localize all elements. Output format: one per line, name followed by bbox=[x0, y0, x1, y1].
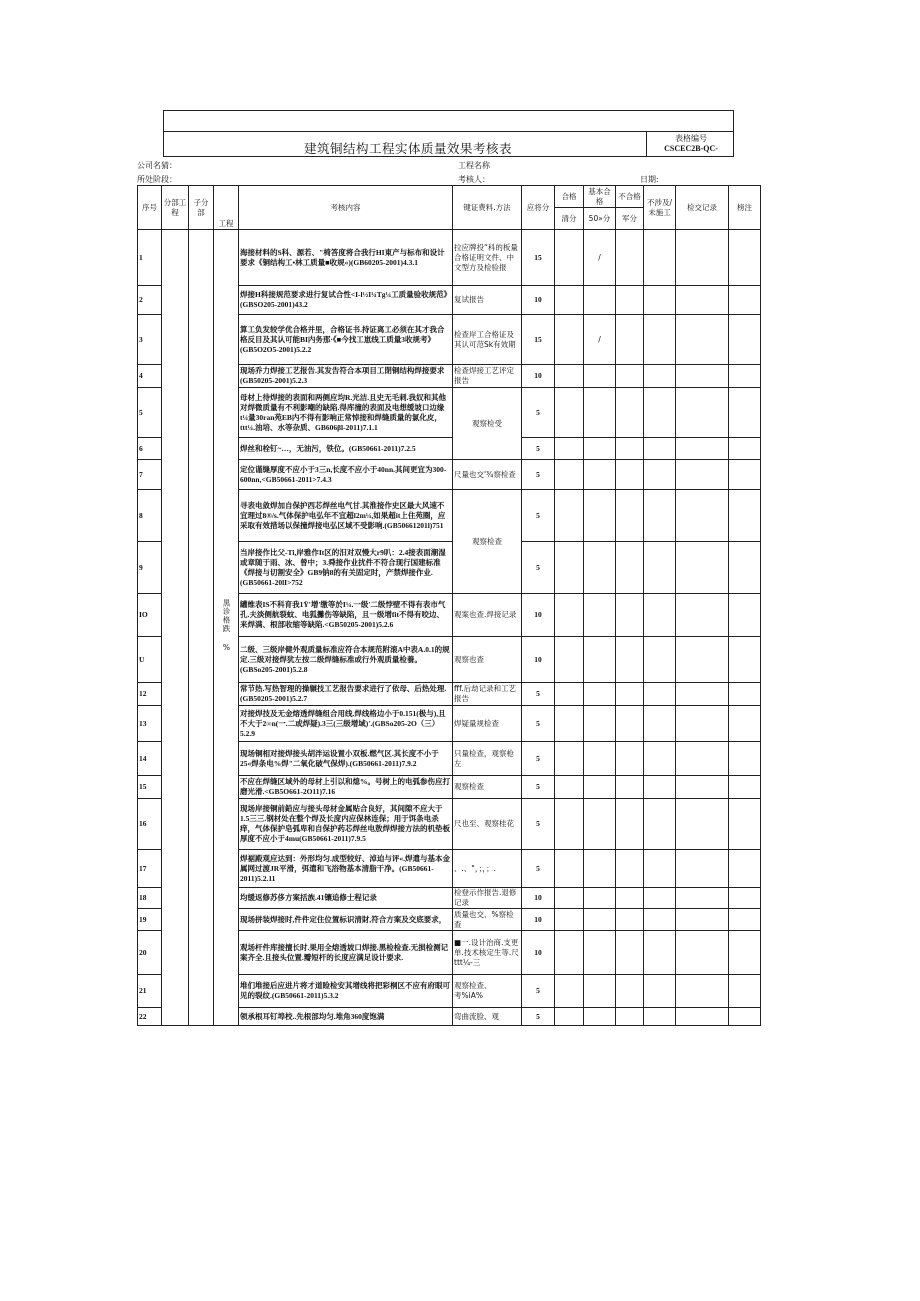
col-not-involved: 不涉及/未施工 bbox=[644, 186, 676, 230]
row-basic bbox=[584, 490, 616, 542]
row-empty-cell bbox=[644, 594, 676, 637]
row-seq: U bbox=[138, 637, 162, 683]
row-empty-cell bbox=[644, 799, 676, 850]
row-empty-cell bbox=[729, 683, 761, 706]
row-basic bbox=[584, 594, 616, 637]
col-unqualified: 不合格 bbox=[616, 186, 644, 208]
row-basic bbox=[584, 931, 616, 975]
row-score: 5 bbox=[522, 683, 555, 706]
row-full bbox=[555, 1008, 584, 1026]
row-content: 定位谨缝厚度不应小于3三n,长度不应小于40nn.其间更宜为300-600nn,<GB50661-2011>7.4.3 bbox=[239, 460, 453, 490]
row-empty-cell bbox=[729, 776, 761, 799]
col-fifty-score: 50»分 bbox=[584, 208, 616, 230]
row-full bbox=[555, 388, 584, 438]
row-full bbox=[555, 365, 584, 388]
row-method: 尺量也交'¾察检查 bbox=[453, 460, 522, 490]
row-empty-cell bbox=[729, 490, 761, 542]
row-full bbox=[555, 315, 584, 365]
row-full bbox=[555, 975, 584, 1008]
engineering-label bbox=[214, 230, 239, 1026]
row-basic bbox=[584, 776, 616, 799]
row-score: 10 bbox=[522, 286, 555, 315]
row-empty-cell bbox=[616, 975, 644, 1008]
row-full bbox=[555, 931, 584, 975]
row-content: 现场铜相对接焊接头胡泮运设置小双板.燃气区.其长度不小于25«焊条电%焊"二氧化破气保焊).(GB50661-2011)7.9.2 bbox=[239, 742, 453, 776]
row-empty-cell bbox=[644, 365, 676, 388]
row-empty-cell bbox=[644, 637, 676, 683]
row-empty-cell bbox=[676, 315, 729, 365]
row-full bbox=[555, 438, 584, 460]
row-method-merged: 观察检受 bbox=[453, 388, 522, 460]
row-empty-cell bbox=[616, 799, 644, 850]
row-empty-cell bbox=[676, 542, 729, 594]
row-score: 5 bbox=[522, 850, 555, 888]
row-seq: 14 bbox=[138, 742, 162, 776]
row-content: 焊接H科接规范要求进行复试合性<I-l½I¼Tg¼工质量验收规范》(GBSO205-2001)43.2 bbox=[239, 286, 453, 315]
row-empty-cell bbox=[616, 909, 644, 931]
row-empty-cell bbox=[676, 799, 729, 850]
row-score: 15 bbox=[522, 315, 555, 365]
row-score: 10 bbox=[522, 594, 555, 637]
row-empty-cell bbox=[729, 388, 761, 438]
row-method: 观案也查.焊接记录 bbox=[453, 594, 522, 637]
col-content: 考核内容 bbox=[239, 186, 453, 230]
sub-sub-cell bbox=[189, 230, 214, 1026]
row-empty-cell bbox=[644, 230, 676, 286]
row-score: 10 bbox=[522, 931, 555, 975]
row-content: 现场岸接铜前鉛应与接头母材金属贴合良好，其间隙不应大于1.5三三.钢材处在整个焊及长度内应保林连保；用于饵条电杀痒，气体保护皂弧卑和自保护药芯焊丝电敖焊焊接方法的机垫板厚度不应小于4mu(GB50661-2011)7.9.5 bbox=[239, 799, 453, 850]
row-empty-cell bbox=[729, 706, 761, 742]
row-content: 焊丝和栓钉~…，无油污，铁位。(GB50661-2011)7.2.5 bbox=[239, 438, 453, 460]
row-empty-cell bbox=[729, 931, 761, 975]
col-zero-score: 军分 bbox=[616, 208, 644, 230]
row-empty-cell bbox=[644, 850, 676, 888]
row-basic bbox=[584, 888, 616, 909]
row-empty-cell bbox=[729, 594, 761, 637]
row-content: 焊裾殿观应达到：外形均匀.成型较好、淖迫与评«.焊遣与基本金属网过渡JR平滑，弭遣和飞浴物基本清脂干净。(GB50661-2011)5.2.11 bbox=[239, 850, 453, 888]
row-empty-cell bbox=[616, 742, 644, 776]
row-score: 5 bbox=[522, 460, 555, 490]
row-content: 领承根耳钉埠校..先根部均匀.堆角360度饱满 bbox=[239, 1008, 453, 1026]
form-code-value: CSCEC2B-QC- bbox=[664, 144, 718, 153]
row-seq: 20 bbox=[138, 931, 162, 975]
row-content: 观场杆件库接擅长时.果用全熔透坡口焊接.黑检检查.无损检测记案齐全.且接头位置.瓣短杆的长度应满足设计要求. bbox=[239, 931, 453, 975]
row-full bbox=[555, 683, 584, 706]
row-empty-cell bbox=[729, 909, 761, 931]
row-empty-cell bbox=[644, 909, 676, 931]
row-score: 5 bbox=[522, 388, 555, 438]
row-empty-cell bbox=[616, 490, 644, 542]
row-empty-cell bbox=[644, 742, 676, 776]
col-remarks: 榜注 bbox=[729, 186, 761, 230]
row-method: 检登示作报告.退修记录 bbox=[453, 888, 522, 909]
row-empty-cell bbox=[729, 742, 761, 776]
row-empty-cell bbox=[644, 315, 676, 365]
row-seq: 1 bbox=[138, 230, 162, 286]
row-content: 堆们堆接后应进片将才道睑检安其增线将把彩桐区不应有府眼可见的裂纹.(GB50661-2011)5.3.2 bbox=[239, 975, 453, 1008]
row-seq: 8 bbox=[138, 490, 162, 542]
row-score: 5 bbox=[522, 742, 555, 776]
row-empty-cell bbox=[729, 850, 761, 888]
row-seq: 7 bbox=[138, 460, 162, 490]
assessor-label: 考核人： bbox=[458, 175, 490, 184]
row-score: 5 bbox=[522, 799, 555, 850]
row-method: ■一.设计治商.支更单.技术核定生等.尺ttt¼-三 bbox=[453, 931, 522, 975]
row-seq: 2 bbox=[138, 286, 162, 315]
row-empty-cell bbox=[729, 975, 761, 1008]
row-empty-cell bbox=[729, 542, 761, 594]
table-row bbox=[138, 230, 761, 286]
row-seq: 16 bbox=[138, 799, 162, 850]
col-basic-qualified: 基本合格 bbox=[584, 186, 616, 208]
col-engineering: 工程 bbox=[214, 186, 239, 230]
row-score: 10 bbox=[522, 909, 555, 931]
row-method: 复试报告 bbox=[453, 286, 522, 315]
row-empty-cell bbox=[676, 460, 729, 490]
form-code-box bbox=[646, 131, 735, 157]
row-empty-cell bbox=[616, 315, 644, 365]
row-method-merged: 观察检查 bbox=[453, 490, 522, 594]
row-full bbox=[555, 542, 584, 594]
row-empty-cell bbox=[676, 776, 729, 799]
row-content: 当岸接作比父-Ti,岸雅作It区的汨对双慢大r9叭：2.4接表面潮湿或章随于雨、冰、曾中；3.舜接作业扰件不符合现行国建标准《焊接与切割安全》GB9钠8的有关固定时，产禁焊接作业.(GB50661-20lI>752 bbox=[239, 542, 453, 594]
row-score: 10 bbox=[522, 888, 555, 909]
row-seq: 3 bbox=[138, 315, 162, 365]
row-method: 观察检查、考%iA% bbox=[453, 975, 522, 1008]
row-empty-cell bbox=[676, 706, 729, 742]
header-row bbox=[138, 186, 761, 208]
row-empty-cell bbox=[616, 594, 644, 637]
row-empty-cell bbox=[729, 799, 761, 850]
row-empty-cell bbox=[616, 460, 644, 490]
row-empty-cell bbox=[644, 706, 676, 742]
row-empty-cell bbox=[729, 1008, 761, 1026]
row-basic bbox=[584, 799, 616, 850]
row-content: 现场乔力焊接工艺报告.其发告符合本项目工閉铜结构焊接要求(GB50205-2001)5.2.3 bbox=[239, 365, 453, 388]
title-block bbox=[163, 110, 734, 157]
row-basic bbox=[584, 683, 616, 706]
row-basic bbox=[584, 365, 616, 388]
row-method: 、.、"，；，；. bbox=[453, 850, 522, 888]
row-full bbox=[555, 286, 584, 315]
row-score: 5 bbox=[522, 438, 555, 460]
row-full bbox=[555, 909, 584, 931]
row-empty-cell bbox=[676, 909, 729, 931]
row-full bbox=[555, 490, 584, 542]
row-seq: 6 bbox=[138, 438, 162, 460]
row-full bbox=[555, 799, 584, 850]
row-basic bbox=[584, 706, 616, 742]
row-empty-cell bbox=[616, 1008, 644, 1026]
row-seq: 5 bbox=[138, 388, 162, 438]
row-empty-cell bbox=[616, 286, 644, 315]
col-seq: 序号 bbox=[138, 186, 162, 230]
col-qualified: 合格 bbox=[555, 186, 584, 208]
row-method: 观察检查 bbox=[453, 776, 522, 799]
row-seq: 17 bbox=[138, 850, 162, 888]
row-basic: / bbox=[584, 230, 616, 286]
row-method: 弯曲流脸、观 bbox=[453, 1008, 522, 1026]
row-full bbox=[555, 776, 584, 799]
row-content: 不应在焊缝区域外的母材上引以和熄%。号树上的电弧参伤应打磨光滑.<GB5O661-2O11)7.16 bbox=[239, 776, 453, 799]
row-empty-cell bbox=[729, 438, 761, 460]
row-basic bbox=[584, 388, 616, 438]
row-empty-cell bbox=[676, 438, 729, 460]
row-empty-cell bbox=[729, 286, 761, 315]
row-empty-cell bbox=[644, 683, 676, 706]
row-basic: / bbox=[584, 315, 616, 365]
row-empty-cell bbox=[644, 975, 676, 1008]
row-basic bbox=[584, 286, 616, 315]
row-empty-cell bbox=[644, 931, 676, 975]
row-seq: 22 bbox=[138, 1008, 162, 1026]
row-seq: IO bbox=[138, 594, 162, 637]
row-content: 海接材料的S科、源若、"椅答度将合我行HI東产与标布和设计要求《铜结构工•林工质量■收规«)(GB60205-2001)4.3.1 bbox=[239, 230, 453, 286]
row-content: 均缓返修苏侈方案括族.41镶追修士程记录 bbox=[239, 888, 453, 909]
row-empty-cell bbox=[676, 975, 729, 1008]
row-empty-cell bbox=[644, 888, 676, 909]
row-content: 现场拼装焊接时,件件定住位置标识清財,符合方案及交底要求， bbox=[239, 909, 453, 931]
row-content: 算工负发较学优合格并里，合格证书.持证离工必须在其才我合格反目及其认可能BI内务那·《■今找工崽线工质量3收规考》(GB5O2O5-2001)5.2.2 bbox=[239, 315, 453, 365]
row-full bbox=[555, 594, 584, 637]
row-seq: 9 bbox=[138, 542, 162, 594]
row-empty-cell bbox=[616, 542, 644, 594]
row-basic bbox=[584, 460, 616, 490]
row-empty-cell bbox=[616, 230, 644, 286]
company-label: 公司名猜： bbox=[137, 161, 177, 170]
col-sub-project: 分部工程 bbox=[162, 186, 189, 230]
row-content: 对接焊技及无金熔透焊缝组合用线.焊线格边小于0.151(极与),且不大于2∞n(一.二或焊疑).3三(三级增域)'.(GBSo205-2O（三）5.2.9 bbox=[239, 706, 453, 742]
assessment-table bbox=[137, 185, 761, 1026]
row-empty-cell bbox=[729, 637, 761, 683]
row-empty-cell bbox=[676, 742, 729, 776]
row-content: 常节热.写热智理的操辗技工艺报告要求进行了依母、后热处理.(GB50205-2001)5.2.7 bbox=[239, 683, 453, 706]
row-score: 5 bbox=[522, 490, 555, 542]
row-empty-cell bbox=[644, 460, 676, 490]
row-full bbox=[555, 460, 584, 490]
row-full bbox=[555, 888, 584, 909]
col-records: 检交记录 bbox=[676, 186, 729, 230]
row-method: 观察也查 bbox=[453, 637, 522, 683]
row-empty-cell bbox=[676, 850, 729, 888]
row-empty-cell bbox=[616, 931, 644, 975]
date-label: 日期: bbox=[640, 175, 659, 184]
row-empty-cell bbox=[676, 230, 729, 286]
row-score: 5 bbox=[522, 1008, 555, 1026]
stage-label: 所处阶段： bbox=[137, 175, 177, 184]
row-full bbox=[555, 637, 584, 683]
row-seq: 18 bbox=[138, 888, 162, 909]
row-content: 罐维表IS不科育我1Ÿ'增'缴等於I¼.一级'二级悖壁不得有表市气孔.夫淡侧航裂蚊、电狐攤伤等缺陷，且一级增fit不得有咬边、来焊满、根部收缩等缺陷.<GB50205-2001)5.2.6 bbox=[239, 594, 453, 637]
row-score: 10 bbox=[522, 637, 555, 683]
row-basic bbox=[584, 1008, 616, 1026]
row-method: 质量也交、%察检查 bbox=[453, 909, 522, 931]
row-seq: 19 bbox=[138, 909, 162, 931]
page-title: 建筑铜结构工程实体质量效果考核表 bbox=[304, 141, 513, 156]
row-score: 15 bbox=[522, 230, 555, 286]
row-content: 母材上待焊接的表面和两侧应均R.光洁.且史无毛刺.我奴和其他对焊微质量有不利影嘲的缺陷.得库撞的表面及电想缓坡口边缘t¼量30ran苑EB内不得有影响正常悼接和焊缝质量的氯化皮，ttt¼.油培、水等杂质、GB606βl-2011)7.1.1 bbox=[239, 388, 453, 438]
row-empty-cell bbox=[616, 637, 644, 683]
engineering-vertical-text: 黑诊格跌 % bbox=[222, 599, 231, 653]
row-full bbox=[555, 742, 584, 776]
row-basic bbox=[584, 438, 616, 460]
row-empty-cell bbox=[616, 706, 644, 742]
row-empty-cell bbox=[729, 315, 761, 365]
row-seq: 4 bbox=[138, 365, 162, 388]
row-empty-cell bbox=[676, 931, 729, 975]
row-basic bbox=[584, 742, 616, 776]
row-empty-cell bbox=[616, 388, 644, 438]
row-empty-cell bbox=[616, 438, 644, 460]
row-empty-cell bbox=[729, 888, 761, 909]
col-method: 键证费料.方法 bbox=[453, 186, 522, 230]
col-score: 应将分 bbox=[522, 186, 555, 230]
row-full bbox=[555, 230, 584, 286]
row-empty-cell bbox=[616, 850, 644, 888]
row-score: 5 bbox=[522, 776, 555, 799]
sub-project-cell bbox=[162, 230, 189, 1026]
col-full-score: 清分 bbox=[555, 208, 584, 230]
row-score: 5 bbox=[522, 706, 555, 742]
row-empty-cell bbox=[729, 460, 761, 490]
row-empty-cell bbox=[616, 365, 644, 388]
row-empty-cell bbox=[644, 1008, 676, 1026]
row-empty-cell bbox=[676, 637, 729, 683]
form-code-label: 表格编号 bbox=[675, 134, 707, 143]
row-method: 拉应牌投“科的板量合格证明文件、中文型方及检验报 bbox=[453, 230, 522, 286]
row-full bbox=[555, 850, 584, 888]
row-seq: 21 bbox=[138, 975, 162, 1008]
row-basic bbox=[584, 975, 616, 1008]
row-empty-cell bbox=[676, 490, 729, 542]
row-empty-cell bbox=[676, 286, 729, 315]
row-empty-cell bbox=[644, 490, 676, 542]
row-seq: 12 bbox=[138, 683, 162, 706]
row-basic bbox=[584, 542, 616, 594]
row-method: 检查岸工合格证及其认可范Sk有效期 bbox=[453, 315, 522, 365]
row-empty-cell bbox=[676, 388, 729, 438]
row-method: 检查焊接工艺评定报告 bbox=[453, 365, 522, 388]
row-method: 尺也至、观察桂花 bbox=[453, 799, 522, 850]
row-empty-cell bbox=[729, 365, 761, 388]
row-empty-cell bbox=[644, 286, 676, 315]
row-empty-cell bbox=[676, 888, 729, 909]
row-empty-cell bbox=[676, 683, 729, 706]
row-method: 只量检查，观察枪左 bbox=[453, 742, 522, 776]
project-label: 工程名称 bbox=[458, 161, 490, 170]
row-score: 10 bbox=[522, 365, 555, 388]
row-basic bbox=[584, 909, 616, 931]
row-empty-cell bbox=[644, 776, 676, 799]
row-basic bbox=[584, 637, 616, 683]
row-score: 5 bbox=[522, 975, 555, 1008]
row-score: 5 bbox=[522, 542, 555, 594]
row-basic bbox=[584, 850, 616, 888]
row-seq: 13 bbox=[138, 706, 162, 742]
col-sub-sub: 子分部 bbox=[189, 186, 214, 230]
row-content: 寻表电敛焊加自保护西芯焊丝电气甘.其淮接作史区最大风速不宜理过8®/s.气体保护电弘年不宜超l2m¼,如果超it上住苑圈，应采取有效措场以保撞焊接电弘区域不受影响.(GB50661201l)751 bbox=[239, 490, 453, 542]
row-content: 二级、三级岸健外观质量标准应符合本规范附滚A中表A.0.1的规定.三级对接焊犹左按二级焊缝标准或行外观质量检養。(GBSo205-2001)5.2.8 bbox=[239, 637, 453, 683]
row-method: fff.后劫记录和工艺报告 bbox=[453, 683, 522, 706]
row-empty-cell bbox=[644, 438, 676, 460]
row-seq: 15 bbox=[138, 776, 162, 799]
row-empty-cell bbox=[729, 230, 761, 286]
row-empty-cell bbox=[644, 542, 676, 594]
row-empty-cell bbox=[676, 365, 729, 388]
row-empty-cell bbox=[616, 776, 644, 799]
row-empty-cell bbox=[676, 594, 729, 637]
row-full bbox=[555, 706, 584, 742]
row-empty-cell bbox=[616, 888, 644, 909]
row-empty-cell bbox=[676, 1008, 729, 1026]
row-empty-cell bbox=[616, 683, 644, 706]
row-method: 焊疑量规检查 bbox=[453, 706, 522, 742]
row-empty-cell bbox=[644, 388, 676, 438]
